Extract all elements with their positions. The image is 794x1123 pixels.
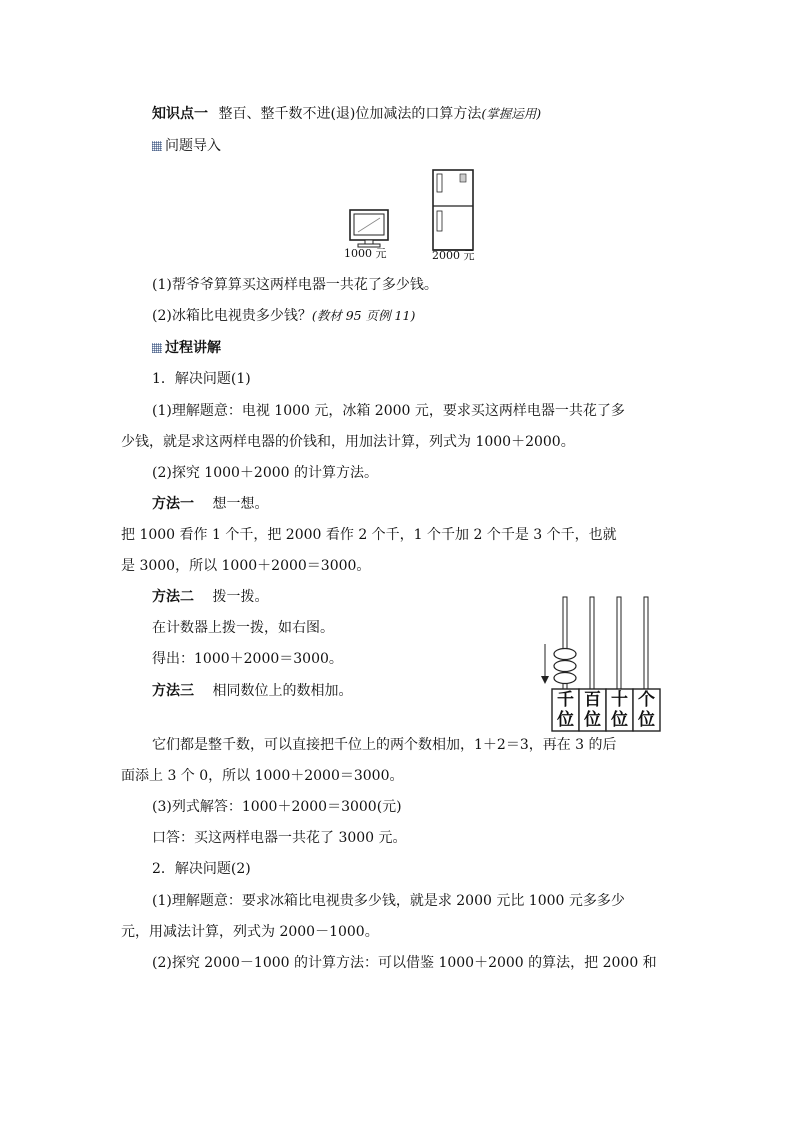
place-label-hundreds: 百位: [584, 690, 601, 730]
rod-tens: [617, 597, 621, 689]
method-3-body-line2: 面添上 3 个 0，所以 1000＋2000＝3000。: [121, 768, 404, 784]
appliance-figure: [318, 166, 508, 264]
part1-understand-line1: (1)理解题意：电视 1000 元，冰箱 2000 元，要求买这两样电器一共花了多: [152, 403, 625, 419]
fridge-icon: [433, 170, 473, 250]
part2-explore-line1: (2)探究 2000－1000 的计算方法：可以借鉴 1000＋2000 的算法，把 2000 和: [152, 955, 657, 971]
fridge-price-label: 2000 元: [432, 249, 475, 262]
part2-title: 2．解决问题(2): [152, 861, 251, 877]
place-label-ones: 个位: [638, 690, 655, 730]
section-process-title: 过程讲解: [165, 340, 221, 356]
method-3-text: 相同数位上的数相加。: [212, 683, 353, 699]
question-1: (1)帮爷爷算算买这两样电器一共花了多少钱。: [152, 277, 438, 293]
part2-understand-line1: (1)理解题意：要求冰箱比电视贵多少钱，就是求 2000 元比 1000 元多多少: [152, 893, 625, 909]
method-2: [152, 587, 268, 607]
method-2-text: 拨一拨。: [212, 589, 269, 605]
place-label-tens: 十位: [611, 690, 628, 730]
bead-thousands-2: [554, 661, 576, 672]
part1-understand-line2: 少钱，就是求这两样电器的价钱和，用加法计算，列式为 1000＋2000。: [121, 434, 575, 450]
bead-thousands-1: [554, 649, 576, 660]
method-1-body-line2: 是 3000，所以 1000＋2000＝3000。: [121, 558, 371, 574]
method-3: [152, 681, 352, 701]
method-2-label: 方法二: [152, 589, 194, 605]
question-2: [152, 306, 415, 326]
method-1-body-line1: 把 1000 看作 1 个千，把 2000 看作 2 个千，1 个千加 2 个千是 3 个千，也就: [121, 527, 617, 543]
tv-icon: [350, 210, 388, 247]
method-3-body-line1: 它们都是整千数，可以直接把千位上的两个数相加，1＋2＝3，再在 3 的后: [152, 737, 617, 753]
heading-title: 整百、整千数不进(退)位加减法的口算方法: [218, 106, 482, 122]
part1-explore: (2)探究 1000＋2000 的计算方法。: [152, 465, 378, 481]
answer-oral: 口答：买这两样电器一共花了 3000 元。: [152, 830, 407, 846]
method-2-body-line1: 在计数器上拨一拨，如右图。: [152, 620, 334, 636]
rod-ones: [644, 597, 648, 689]
tv-price-label: 1000 元: [344, 247, 387, 260]
place-label-thousands: 千位: [557, 690, 574, 730]
section-bullet-icon: [152, 343, 162, 353]
bead-thousands-3: [554, 673, 576, 684]
part2-understand-line2: 元，用减法计算，列式为 2000－1000。: [121, 924, 379, 940]
heading-note: (掌握运用): [481, 106, 542, 121]
method-3-label: 方法三: [152, 683, 194, 699]
method-1: [152, 494, 268, 514]
question-2-text: (2)冰箱比电视贵多少钱？: [152, 308, 312, 324]
section-process: [152, 338, 221, 358]
section-bullet-icon: [152, 141, 162, 151]
method-1-label: 方法一: [152, 496, 194, 512]
section-intro-title: 问题导入: [165, 138, 221, 154]
answer-formula: (3)列式解答：1000＋2000＝3000(元): [152, 799, 402, 815]
method-2-body-line2: 得出：1000＋2000＝3000。: [152, 651, 343, 667]
knowledge-point-label: 知识点一: [152, 106, 208, 122]
part1-title: 1．解决问题(1): [152, 371, 251, 387]
rod-hundreds: [590, 597, 594, 689]
arrow-down-icon: [541, 644, 549, 684]
counter-abacus-figure: [536, 592, 668, 734]
question-2-reference: (教材 95 页例 11): [311, 308, 416, 323]
knowledge-point-heading: [152, 104, 541, 124]
section-intro: [152, 136, 221, 156]
method-1-text: 想一想。: [212, 496, 269, 512]
